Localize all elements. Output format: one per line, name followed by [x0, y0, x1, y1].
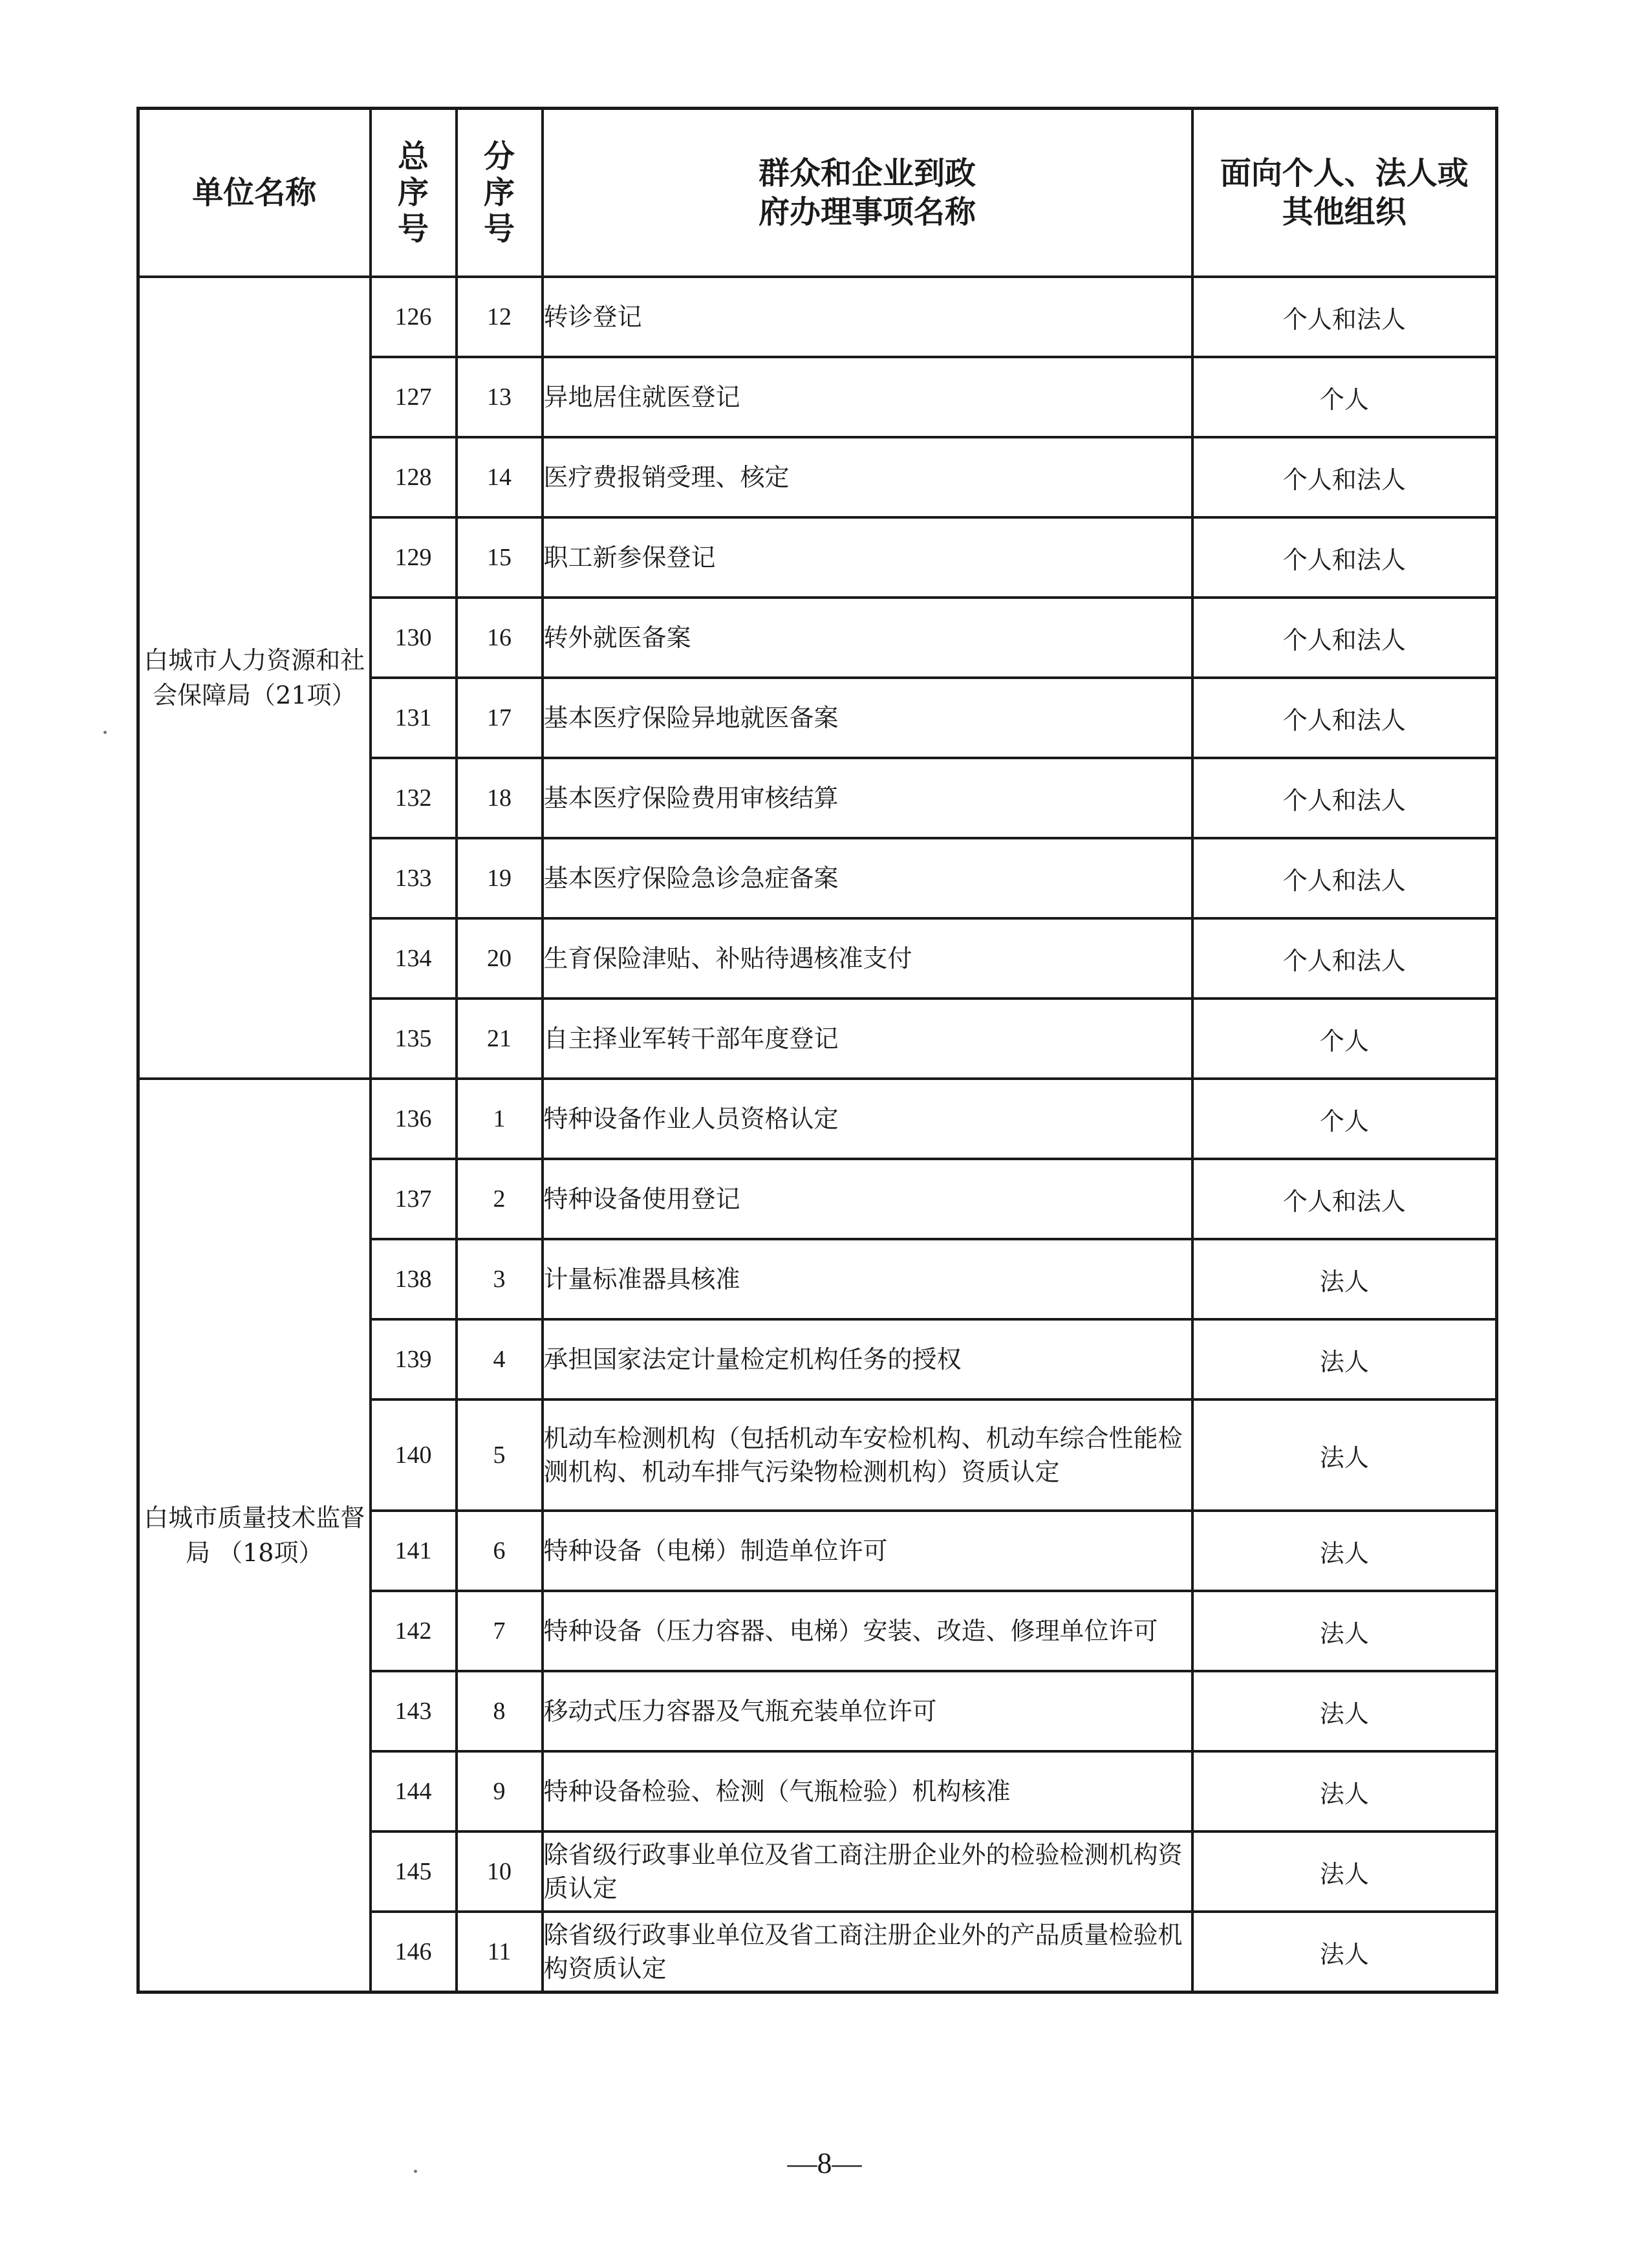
sub-number-cell: 8 — [457, 1671, 543, 1751]
target-cell: 个人和法人 — [1192, 437, 1497, 517]
item-name-cell: 特种设备检验、检测（气瓶检验）机构核准 — [543, 1751, 1192, 1831]
sub-number-cell: 17 — [457, 678, 543, 758]
total-number-cell: 137 — [371, 1159, 457, 1239]
sub-number-cell: 6 — [457, 1511, 543, 1591]
sub-number-cell: 15 — [457, 517, 543, 598]
item-name-cell: 异地居住就医登记 — [543, 357, 1192, 437]
total-number-cell: 138 — [371, 1239, 457, 1319]
total-number-cell: 146 — [371, 1912, 457, 1993]
sub-number-cell: 19 — [457, 838, 543, 918]
total-number-cell: 130 — [371, 598, 457, 678]
item-name-cell: 基本医疗保险费用审核结算 — [543, 758, 1192, 838]
target-cell: 个人和法人 — [1192, 678, 1497, 758]
item-name-cell: 特种设备（压力容器、电梯）安装、改造、修理单位许可 — [543, 1591, 1192, 1671]
total-number-cell: 145 — [371, 1831, 457, 1912]
total-number-cell: 128 — [371, 437, 457, 517]
item-name-cell: 转外就医备案 — [543, 598, 1192, 678]
target-cell: 个人和法人 — [1192, 758, 1497, 838]
item-name-cell: 转诊登记 — [543, 277, 1192, 357]
service-items-table — [136, 107, 1498, 1994]
target-cell: 法人 — [1192, 1912, 1497, 1993]
target-cell: 法人 — [1192, 1399, 1497, 1511]
total-number-cell: 129 — [371, 517, 457, 598]
item-name-cell: 除省级行政事业单位及省工商注册企业外的检验检测机构资质认定 — [543, 1831, 1192, 1912]
target-cell: 法人 — [1192, 1319, 1497, 1399]
sub-number-cell: 5 — [457, 1399, 543, 1511]
total-number-cell: 144 — [371, 1751, 457, 1831]
sub-number-cell: 13 — [457, 357, 543, 437]
total-number-cell: 136 — [371, 1079, 457, 1159]
sub-number-cell: 16 — [457, 598, 543, 678]
item-name-cell: 基本医疗保险急诊急症备案 — [543, 838, 1192, 918]
item-name-cell: 特种设备（电梯）制造单位许可 — [543, 1511, 1192, 1591]
total-number-cell: 141 — [371, 1511, 457, 1591]
target-cell: 个人和法人 — [1192, 1159, 1497, 1239]
target-cell: 法人 — [1192, 1831, 1497, 1912]
total-number-cell: 132 — [371, 758, 457, 838]
item-name-cell: 移动式压力容器及气瓶充装单位许可 — [543, 1671, 1192, 1751]
total-number-cell: 126 — [371, 277, 457, 357]
sub-number-cell: 18 — [457, 758, 543, 838]
header-target: 面向个人、法人或 其他组织 — [1192, 109, 1497, 277]
total-number-cell: 143 — [371, 1671, 457, 1751]
table-body — [138, 277, 1497, 1993]
header-sub-number: 分 序 号 — [457, 109, 543, 277]
item-name-cell: 计量标准器具核准 — [543, 1239, 1192, 1319]
sub-number-cell: 20 — [457, 918, 543, 999]
page-number: —8— — [787, 2146, 862, 2179]
sub-number-cell: 1 — [457, 1079, 543, 1159]
total-number-cell: 139 — [371, 1319, 457, 1399]
sub-number-cell: 7 — [457, 1591, 543, 1671]
header-unit-name: 单位名称 — [138, 109, 371, 277]
total-number-cell: 127 — [371, 357, 457, 437]
target-cell: 个人和法人 — [1192, 918, 1497, 999]
sub-number-cell: 11 — [457, 1912, 543, 1993]
sub-number-cell: 9 — [457, 1751, 543, 1831]
total-number-cell: 131 — [371, 678, 457, 758]
scan-speck — [103, 731, 107, 734]
total-number-cell: 140 — [371, 1399, 457, 1511]
sub-number-cell: 10 — [457, 1831, 543, 1912]
total-number-cell: 135 — [371, 999, 457, 1079]
target-cell: 法人 — [1192, 1751, 1497, 1831]
target-cell: 法人 — [1192, 1511, 1497, 1591]
sub-number-cell: 12 — [457, 277, 543, 357]
item-name-cell: 自主择业军转干部年度登记 — [543, 999, 1192, 1079]
target-cell: 个人 — [1192, 999, 1497, 1079]
sub-number-cell: 14 — [457, 437, 543, 517]
total-number-cell: 142 — [371, 1591, 457, 1671]
header-total-number: 总 序 号 — [371, 109, 457, 277]
item-name-cell: 机动车检测机构（包括机动车安检机构、机动车综合性能检测机构、机动车排气污染物检测机构）资质认定 — [543, 1399, 1192, 1511]
target-cell: 个人和法人 — [1192, 598, 1497, 678]
item-name-cell: 职工新参保登记 — [543, 517, 1192, 598]
item-name-cell: 除省级行政事业单位及省工商注册企业外的产品质量检验机构资质认定 — [543, 1912, 1192, 1993]
target-cell: 个人和法人 — [1192, 838, 1497, 918]
target-cell: 个人和法人 — [1192, 517, 1497, 598]
target-cell: 法人 — [1192, 1671, 1497, 1751]
item-name-cell: 承担国家法定计量检定机构任务的授权 — [543, 1319, 1192, 1399]
scan-speck — [414, 2170, 417, 2173]
sub-number-cell: 3 — [457, 1239, 543, 1319]
unit-name-cell: 白城市质量技术监督局 （18项） — [138, 1079, 371, 1993]
item-name-cell: 生育保险津贴、补贴待遇核准支付 — [543, 918, 1192, 999]
target-cell: 个人和法人 — [1192, 277, 1497, 357]
table-header-row — [138, 109, 1497, 277]
header-item-name: 群众和企业到政 府办理事项名称 — [543, 109, 1192, 277]
target-cell: 个人 — [1192, 357, 1497, 437]
target-cell: 个人 — [1192, 1079, 1497, 1159]
sub-number-cell: 2 — [457, 1159, 543, 1239]
total-number-cell: 133 — [371, 838, 457, 918]
sub-number-cell: 21 — [457, 999, 543, 1079]
table-row — [138, 1079, 1497, 1159]
item-name-cell: 特种设备使用登记 — [543, 1159, 1192, 1239]
table-row — [138, 277, 1497, 357]
item-name-cell: 基本医疗保险异地就医备案 — [543, 678, 1192, 758]
target-cell: 法人 — [1192, 1591, 1497, 1671]
unit-name-cell: 白城市人力资源和社会保障局（21项） — [138, 277, 371, 1079]
total-number-cell: 134 — [371, 918, 457, 999]
target-cell: 法人 — [1192, 1239, 1497, 1319]
sub-number-cell: 4 — [457, 1319, 543, 1399]
item-name-cell: 特种设备作业人员资格认定 — [543, 1079, 1192, 1159]
item-name-cell: 医疗费报销受理、核定 — [543, 437, 1192, 517]
